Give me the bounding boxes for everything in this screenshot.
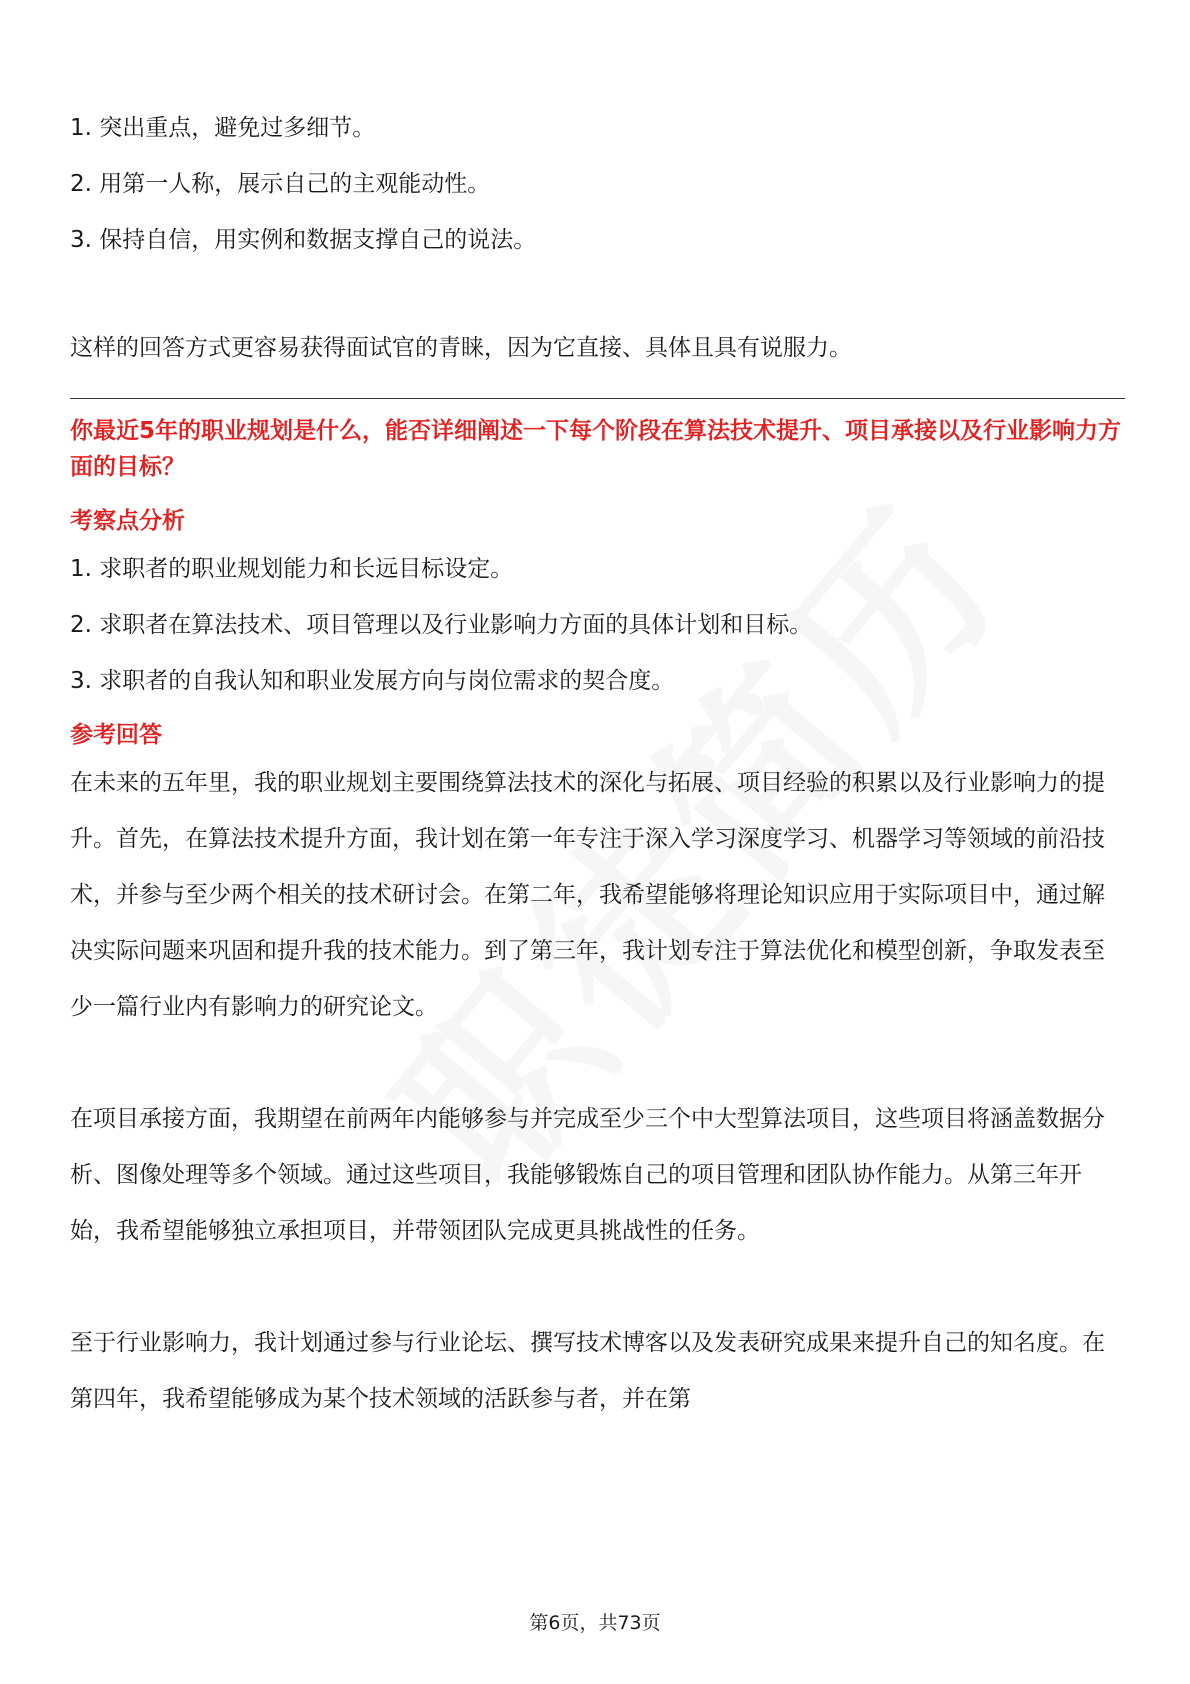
list-item: 2. 求职者在算法技术、项目管理以及行业影响力方面的具体计划和目标。 [70, 612, 813, 638]
section-divider [70, 398, 1125, 399]
answer-paragraph: 至于行业影响力，我计划通过参与行业论坛、撰写技术博客以及发表研究成果来提升自己的知名度。在第四年，我希望能够成为某个技术领域的活跃参与者，并在第 [70, 1330, 1105, 1412]
answer-paragraph: 在未来的五年里，我的职业规划主要围绕算法技术的深化与拓展、项目经验的积累以及行业影响力的提升。首先，在算法技术提升方面，我计划在第一年专注于深入学习深度学习、机器学习等领域的前沿技术，并参与至少两个相关的技术研讨会。在第二年，我希望能够将理论知识应用于实际项目中，通过解决实际问题来巩固和提升我的技术能力。到了第三年，我计划专注于算法优化和模型创新，争取发表至少一篇行业内有影响力的研究论文。 [70, 770, 1105, 1020]
list-item: 3. 保持自信，用实例和数据支撑自己的说法。 [70, 227, 537, 253]
page-content [70, 100, 1125, 1427]
spacer [70, 1035, 1125, 1091]
answer-body [70, 755, 1125, 1427]
spacer [70, 1259, 1125, 1315]
tips-list [70, 100, 1125, 268]
interview-question: 你最近5年的职业规划是什么，能否详细阐述一下每个阶段在算法技术提升、项目承接以及行业影响力方面的目标？ [70, 418, 1122, 480]
analysis-heading: 考察点分析 [70, 508, 185, 534]
analysis-list [70, 541, 1125, 709]
list-item: 1. 突出重点，避免过多细节。 [70, 115, 376, 141]
list-item: 2. 用第一人称，展示自己的主观能动性。 [70, 171, 491, 197]
list-item: 1. 求职者的职业规划能力和长远目标设定。 [70, 556, 514, 582]
answer-heading: 参考回答 [70, 722, 162, 748]
spacer [70, 268, 1125, 320]
list-item: 3. 求职者的自我认知和职业发展方向与岗位需求的契合度。 [70, 668, 675, 694]
answer-paragraph: 在项目承接方面，我期望在前两年内能够参与并完成至少三个中大型算法项目，这些项目将涵盖数据分析、图像处理等多个领域。通过这些项目，我能够锻炼自己的项目管理和团队协作能力。从第三年开始，我希望能够独立承担项目，并带领团队完成更具挑战性的任务。 [70, 1106, 1105, 1244]
page-number: 第6页，共73页 [529, 1612, 661, 1634]
summary-paragraph: 这样的回答方式更容易获得面试官的青睐，因为它直接、具体且具有说服力。 [70, 335, 852, 361]
